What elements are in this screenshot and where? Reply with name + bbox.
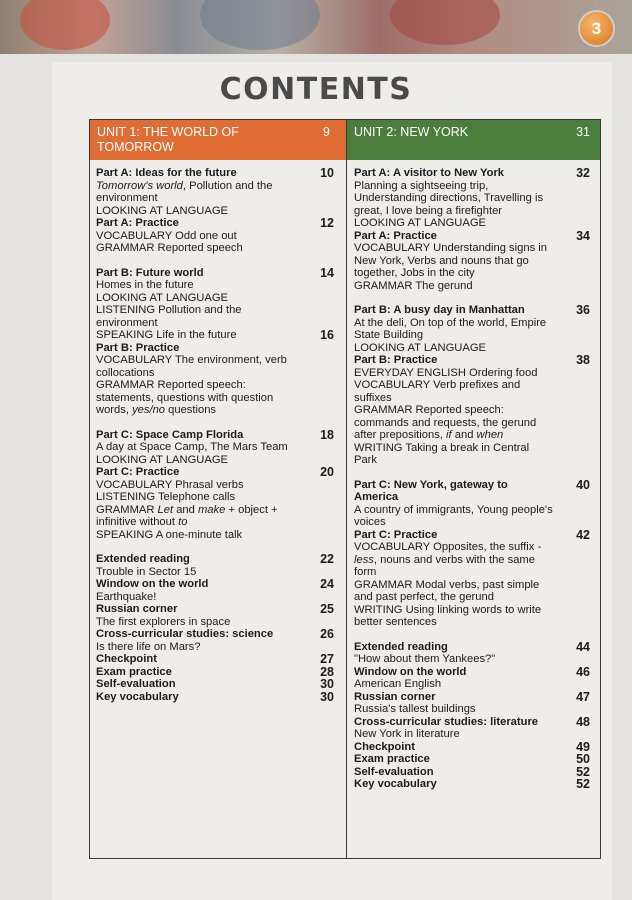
entry-text-run: Russian corner bbox=[354, 690, 436, 703]
entry-text-run: VOCABULARY Verb prefixes and suffixes bbox=[354, 379, 521, 404]
entry-text bbox=[354, 504, 594, 529]
entry-page-number: 22 bbox=[320, 552, 334, 566]
entry-text bbox=[354, 753, 594, 766]
section-gap bbox=[96, 255, 336, 267]
banner-figure-left bbox=[20, 0, 110, 50]
entry-text bbox=[354, 442, 594, 467]
entry-text-run: , Pollution and the environment bbox=[96, 179, 273, 204]
contents-entry bbox=[354, 242, 594, 280]
section-gap bbox=[354, 629, 594, 641]
contents-entry bbox=[354, 529, 594, 542]
contents-entry bbox=[354, 479, 594, 504]
entry-page-number: 20 bbox=[320, 465, 334, 479]
entry-text-run: Russia's tallest buildings bbox=[354, 703, 476, 715]
entry-text-run: Part B: A busy day in Manhattan bbox=[354, 304, 525, 316]
page-title: CONTENTS bbox=[219, 72, 413, 107]
entry-text bbox=[96, 379, 336, 417]
entry-text-run: Let bbox=[157, 503, 174, 516]
contents-entry bbox=[354, 442, 594, 467]
contents-entry bbox=[96, 205, 336, 218]
contents-entry bbox=[96, 279, 336, 292]
contents-entry bbox=[96, 566, 336, 579]
section-gap bbox=[354, 467, 594, 479]
unit-2-page: 31 bbox=[576, 125, 590, 139]
contents-entry bbox=[354, 653, 594, 666]
entry-text-run: LOOKING AT LANGUAGE bbox=[96, 204, 229, 217]
entry-text-run: + object + infinitive without bbox=[96, 503, 278, 528]
unit-1-contents-list bbox=[96, 167, 336, 703]
contents-entry bbox=[354, 180, 594, 218]
entry-text bbox=[96, 267, 336, 280]
entry-text-run: Self-evaluation bbox=[354, 765, 434, 778]
entry-text bbox=[96, 454, 336, 467]
entry-text bbox=[354, 641, 594, 654]
entry-page-number: 50 bbox=[576, 752, 590, 766]
contents-entry bbox=[96, 329, 336, 342]
entry-text-run: A day at Space Camp, The Mars Team bbox=[96, 441, 288, 453]
entry-text-run: VOCABULARY Opposites, the suffix bbox=[354, 541, 538, 553]
contents-entry bbox=[96, 628, 336, 641]
entry-page-number: 40 bbox=[576, 477, 590, 492]
entry-text-run: when bbox=[476, 429, 504, 441]
contents-entry bbox=[354, 703, 594, 716]
entry-page-number: 47 bbox=[576, 689, 590, 704]
entry-text bbox=[96, 678, 336, 691]
contents-entry bbox=[354, 691, 594, 704]
unit-2-header bbox=[347, 120, 600, 160]
entry-text bbox=[354, 217, 594, 230]
entry-page-number: 46 bbox=[576, 664, 590, 679]
entry-text bbox=[96, 354, 336, 379]
entry-page-number: 28 bbox=[320, 664, 334, 679]
entry-text bbox=[96, 441, 336, 454]
entry-text bbox=[354, 317, 594, 342]
entry-text-run: Part C: Practice bbox=[354, 528, 438, 541]
banner-figure-mid bbox=[200, 0, 320, 50]
entry-text bbox=[354, 354, 594, 367]
entry-text bbox=[96, 466, 336, 479]
entry-text bbox=[96, 429, 336, 442]
contents-entry bbox=[354, 666, 594, 679]
entry-text bbox=[96, 479, 336, 492]
cover-photo-banner bbox=[0, 0, 632, 54]
contents-entry bbox=[354, 766, 594, 779]
entry-text-run: and bbox=[173, 503, 198, 516]
entry-text bbox=[96, 329, 336, 342]
entry-text-run: New York in literature bbox=[354, 728, 460, 740]
entry-text-run: Planning a sightseeing trip, Understanding directions, Travelling is great, I love being a firefighter bbox=[354, 179, 544, 217]
entry-text-run: WRITING Using linking words to write better sentences bbox=[354, 603, 542, 628]
entry-text-run: Window on the world bbox=[96, 578, 209, 590]
entry-text bbox=[354, 653, 594, 666]
contents-entry bbox=[354, 641, 594, 654]
entry-text-run: Cross-curricular studies: science bbox=[96, 628, 274, 640]
entry-text bbox=[354, 778, 594, 791]
entry-text-run: if bbox=[446, 429, 452, 441]
entry-text-run: Checkpoint bbox=[354, 740, 415, 753]
contents-entry bbox=[354, 317, 594, 342]
entry-text-run: Part B: Practice bbox=[96, 341, 180, 354]
unit-2-contents-list bbox=[354, 167, 594, 791]
contents-entry bbox=[354, 716, 594, 729]
unit-2-title: UNIT 2: NEW YORK bbox=[354, 125, 469, 139]
entry-text bbox=[96, 616, 336, 629]
entry-page-number: 10 bbox=[320, 166, 334, 180]
unit-1-header bbox=[90, 120, 346, 160]
entry-text-run: VOCABULARY The environment, verb collocations bbox=[96, 354, 287, 379]
entry-text bbox=[354, 479, 594, 504]
entry-text bbox=[354, 304, 594, 317]
entry-page-number: 26 bbox=[320, 627, 334, 641]
entry-text-run: , nouns and verbs with the same form bbox=[354, 553, 535, 578]
entry-text-run: Exam practice bbox=[354, 753, 430, 765]
entry-text-run: Part C: New York, gateway to America bbox=[354, 478, 508, 503]
entry-text-run: EVERYDAY ENGLISH Ordering food bbox=[354, 366, 538, 379]
entry-text-run: VOCABULARY Odd one out bbox=[96, 229, 237, 242]
entry-text bbox=[96, 217, 336, 230]
contents-entry bbox=[96, 454, 336, 467]
contents-entry bbox=[354, 217, 594, 230]
entry-text-run: GRAMMAR Reported speech: statements, questions with question words, bbox=[96, 379, 274, 416]
entry-text-run: Part C: Space Camp Florida bbox=[96, 428, 244, 441]
entry-page-number: 18 bbox=[320, 427, 334, 442]
entry-text bbox=[96, 292, 336, 305]
entry-page-number: 44 bbox=[576, 639, 590, 654]
contents-entry bbox=[354, 342, 594, 355]
entry-text-run: SPEAKING Life in the future bbox=[96, 329, 237, 341]
entry-text bbox=[354, 541, 594, 579]
entry-text-run: Part A: Practice bbox=[354, 229, 437, 242]
entry-text bbox=[96, 504, 336, 529]
entry-text bbox=[96, 242, 336, 255]
entry-text-run: Window on the world bbox=[354, 665, 467, 678]
entry-text-run: GRAMMAR Modal verbs, past simple and past perfect, the gerund bbox=[354, 578, 540, 603]
entry-text bbox=[354, 691, 594, 704]
section-gap bbox=[96, 417, 336, 429]
entry-text bbox=[96, 180, 336, 205]
contents-entry bbox=[96, 180, 336, 205]
entry-text-run: Key vocabulary bbox=[354, 778, 437, 790]
contents-entry bbox=[96, 342, 336, 355]
contents-entry bbox=[354, 230, 594, 243]
contents-entry bbox=[354, 280, 594, 293]
entry-text-run: Cross-curricular studies: literature bbox=[354, 715, 539, 728]
entry-text-run: Part B: Practice bbox=[354, 354, 438, 366]
entry-text bbox=[96, 628, 336, 641]
contents-entry bbox=[354, 367, 594, 380]
contents-entry bbox=[96, 230, 336, 243]
entry-page-number: 52 bbox=[576, 777, 590, 791]
entry-text bbox=[96, 603, 336, 616]
section-gap bbox=[96, 541, 336, 553]
section-gap bbox=[354, 292, 594, 304]
entry-text-run: LOOKING AT LANGUAGE bbox=[354, 217, 487, 229]
entry-text bbox=[354, 367, 594, 380]
entry-text-run: LOOKING AT LANGUAGE bbox=[96, 453, 229, 466]
contents-entry bbox=[354, 167, 594, 180]
contents-entry bbox=[96, 603, 336, 616]
contents-entry bbox=[96, 217, 336, 230]
entry-page-number: 14 bbox=[320, 265, 334, 280]
entry-page-number: 24 bbox=[320, 577, 334, 591]
contents-entry bbox=[96, 578, 336, 591]
entry-text bbox=[96, 529, 336, 542]
contents-entry bbox=[354, 728, 594, 741]
entry-text-run: GRAMMAR The gerund bbox=[354, 279, 473, 292]
entry-page-number: 16 bbox=[320, 328, 334, 342]
entry-text-run: At the deli, On top of the world, Empire State Building bbox=[354, 316, 547, 341]
entry-text-run: American English bbox=[354, 678, 442, 690]
contents-entry bbox=[354, 753, 594, 766]
entry-text-run: Extended reading bbox=[96, 553, 190, 565]
contents-entry bbox=[354, 741, 594, 754]
entry-text bbox=[354, 604, 594, 629]
entry-page-number: 30 bbox=[320, 677, 334, 691]
entry-text-run: Self-evaluation bbox=[96, 678, 176, 690]
entry-text bbox=[354, 766, 594, 779]
entry-text-run: LISTENING Pollution and the environment bbox=[96, 304, 242, 329]
contents-entry bbox=[354, 504, 594, 529]
entry-text bbox=[354, 180, 594, 218]
entry-text bbox=[354, 342, 594, 355]
contents-entry bbox=[96, 466, 336, 479]
entry-text-run: Checkpoint bbox=[96, 653, 157, 665]
entry-page-number: 52 bbox=[576, 764, 590, 779]
contents-entry bbox=[96, 666, 336, 679]
contents-entry bbox=[96, 479, 336, 492]
entry-text-run: "How about them Yankees?" bbox=[354, 653, 496, 665]
entry-text bbox=[96, 342, 336, 355]
entry-text-run: Tomorrow's world bbox=[96, 179, 183, 192]
contents-entry bbox=[354, 678, 594, 691]
entry-text bbox=[354, 666, 594, 679]
entry-text-run: Part B: Future world bbox=[96, 266, 204, 279]
entry-page-number: 25 bbox=[320, 602, 334, 616]
entry-text bbox=[96, 553, 336, 566]
page-number-badge: 3 bbox=[580, 12, 613, 45]
contents-entry bbox=[96, 304, 336, 329]
entry-text-run: LOOKING AT LANGUAGE bbox=[96, 291, 229, 304]
entry-text-run: Part A: A visitor to New York bbox=[354, 167, 505, 179]
entry-text-run: GRAMMAR Reported speech: commands and requests, the gerund after prepositions, bbox=[354, 404, 537, 441]
contents-entry bbox=[96, 429, 336, 442]
entry-text bbox=[354, 716, 594, 729]
entry-text-run: LISTENING Telephone calls bbox=[96, 491, 236, 503]
entry-text-run: VOCABULARY Understanding signs in New York, Verbs and nouns that go together, Jobs in the city bbox=[354, 242, 547, 279]
contents-entry bbox=[96, 504, 336, 529]
contents-entry bbox=[354, 778, 594, 791]
entry-text bbox=[96, 691, 336, 704]
contents-entry bbox=[354, 579, 594, 604]
entry-text-run: Part A: Ideas for the future bbox=[96, 167, 237, 179]
entry-text bbox=[96, 591, 336, 604]
entry-text bbox=[354, 678, 594, 691]
entry-text bbox=[96, 641, 336, 654]
entry-text bbox=[96, 205, 336, 218]
entry-text bbox=[354, 280, 594, 293]
entry-text bbox=[354, 379, 594, 404]
entry-text bbox=[96, 566, 336, 579]
entry-text-run: VOCABULARY Phrasal verbs bbox=[96, 478, 244, 491]
entry-text-run: LOOKING AT LANGUAGE bbox=[354, 341, 487, 354]
contents-entry bbox=[96, 691, 336, 704]
entry-text-run: -less bbox=[354, 541, 542, 566]
entry-text-run: A country of immigrants, Young people's voices bbox=[354, 503, 553, 528]
entry-text bbox=[354, 728, 594, 741]
contents-entry bbox=[96, 267, 336, 280]
entry-text bbox=[96, 230, 336, 243]
entry-text-run: The first explorers in space bbox=[96, 615, 231, 628]
contents-entry bbox=[96, 491, 336, 504]
contents-entry bbox=[354, 541, 594, 579]
entry-page-number: 49 bbox=[576, 739, 590, 754]
contents-entry bbox=[96, 591, 336, 604]
column-divider bbox=[346, 119, 347, 859]
entry-page-number: 12 bbox=[320, 216, 334, 230]
entry-text-run: Homes in the future bbox=[96, 279, 194, 291]
entry-text bbox=[96, 491, 336, 504]
entry-text bbox=[354, 167, 594, 180]
contents-entry bbox=[96, 354, 336, 379]
entry-text-run: WRITING Taking a break in Central Park bbox=[354, 441, 530, 466]
entry-text-run: SPEAKING A one-minute talk bbox=[96, 528, 243, 541]
entry-text bbox=[96, 666, 336, 679]
contents-entry bbox=[96, 653, 336, 666]
contents-entry bbox=[354, 304, 594, 317]
entry-page-number: 32 bbox=[576, 166, 590, 180]
entry-page-number: 42 bbox=[576, 527, 590, 542]
entry-text-run: Russian corner bbox=[96, 603, 178, 615]
entry-text-run: Key vocabulary bbox=[96, 690, 179, 703]
entry-text bbox=[96, 578, 336, 591]
unit-1-title: UNIT 1: THE WORLD OF TOMORROW bbox=[97, 125, 239, 154]
entry-text-run: Is there life on Mars? bbox=[96, 640, 201, 653]
entry-text bbox=[354, 404, 594, 442]
entry-text bbox=[354, 529, 594, 542]
contents-entry bbox=[354, 404, 594, 442]
entry-page-number: 34 bbox=[576, 228, 590, 243]
contents-entry bbox=[96, 616, 336, 629]
entry-text-run: Part A: Practice bbox=[96, 217, 179, 229]
entry-text bbox=[354, 703, 594, 716]
entry-text bbox=[354, 242, 594, 280]
entry-text-run: Earthquake! bbox=[96, 590, 157, 603]
entry-page-number: 30 bbox=[320, 689, 334, 704]
entry-page-number: 27 bbox=[320, 652, 334, 666]
entry-text-run: make bbox=[197, 503, 226, 516]
contents-entry bbox=[96, 167, 336, 180]
contents-entry bbox=[96, 678, 336, 691]
unit-1-page: 9 bbox=[323, 125, 330, 139]
contents-entry bbox=[96, 441, 336, 454]
entry-text-run: GRAMMAR bbox=[96, 503, 158, 516]
banner-figure-right bbox=[390, 0, 500, 45]
entry-text-run: Extended reading bbox=[354, 640, 448, 653]
entry-text bbox=[354, 230, 594, 243]
entry-page-number: 36 bbox=[576, 303, 590, 317]
contents-entry bbox=[354, 354, 594, 367]
contents-entry bbox=[96, 379, 336, 417]
entry-text-run: questions bbox=[165, 404, 217, 416]
entry-text bbox=[96, 167, 336, 180]
entry-text bbox=[354, 579, 594, 604]
entry-text-run: to bbox=[178, 516, 188, 528]
entry-text bbox=[354, 741, 594, 754]
contents-entry bbox=[96, 553, 336, 566]
entry-text-run: yes/no bbox=[132, 404, 166, 416]
entry-text-run: Trouble in Sector 15 bbox=[96, 565, 197, 578]
entry-page-number: 48 bbox=[576, 714, 590, 729]
contents-entry bbox=[96, 641, 336, 654]
entry-text-run: and bbox=[451, 429, 477, 441]
entry-text-run: GRAMMAR Reported speech bbox=[96, 242, 243, 254]
contents-entry bbox=[96, 242, 336, 255]
contents-entry bbox=[354, 604, 594, 629]
entry-text bbox=[96, 653, 336, 666]
entry-text bbox=[96, 304, 336, 329]
contents-entry bbox=[96, 529, 336, 542]
contents-entry bbox=[354, 379, 594, 404]
entry-text bbox=[96, 279, 336, 292]
entry-text-run: Part C: Practice bbox=[96, 466, 180, 478]
entry-text-run: Exam practice bbox=[96, 665, 172, 678]
contents-entry bbox=[96, 292, 336, 305]
entry-page-number: 38 bbox=[576, 353, 590, 367]
